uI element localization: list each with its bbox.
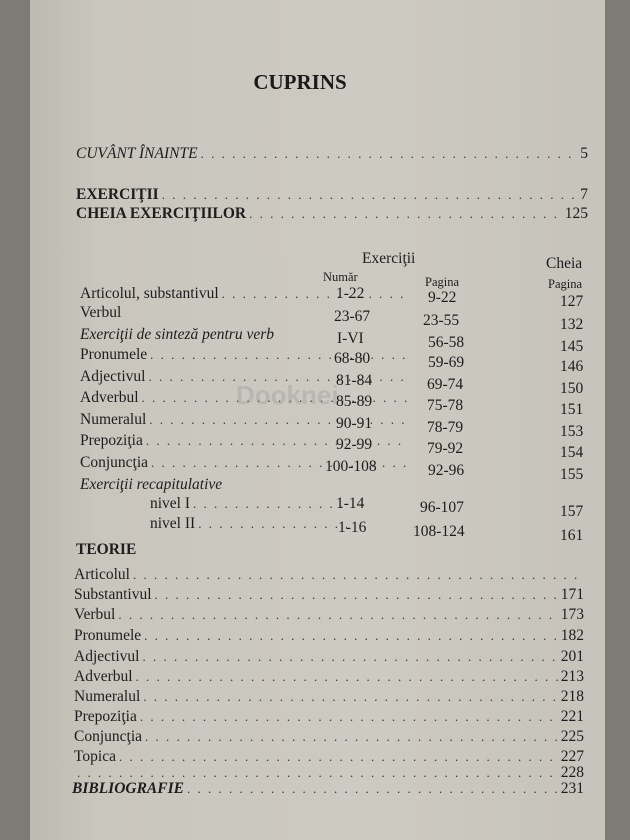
- toc-label: Conjuncţia: [74, 728, 143, 745]
- row-cheia: 146: [560, 358, 584, 375]
- toc-label: Numeralul: [74, 688, 141, 705]
- section-heading-teorie: TEORIE: [76, 541, 137, 558]
- table-row: [80, 476, 410, 494]
- row-pagina: 79-92: [427, 440, 464, 457]
- toc-page: 227: [560, 748, 584, 765]
- teorie-entry: [74, 586, 584, 604]
- teorie-entry: [74, 648, 584, 666]
- row-numar: I-VI: [337, 330, 364, 347]
- row-pagina: 23-55: [423, 312, 460, 329]
- toc-page: 171: [560, 586, 584, 603]
- toc-label: Verbul: [74, 606, 116, 623]
- toc-label: Adjectivul: [74, 648, 140, 665]
- row-label: Conjuncţia: [80, 454, 149, 471]
- table-row: [150, 495, 350, 513]
- toc-page: 201: [560, 648, 584, 665]
- header-cheia: Cheia: [546, 255, 583, 272]
- row-label: Adverbul: [80, 389, 139, 406]
- row-cheia: 151: [560, 401, 584, 418]
- row-cheia: 153: [560, 423, 584, 440]
- toc-label: CHEIA EXERCIŢIILOR: [76, 205, 247, 222]
- toc-label: Topica: [74, 748, 116, 765]
- row-label: nivel II: [150, 515, 196, 532]
- row-pagina: 75-78: [427, 397, 464, 414]
- row-label: nivel I: [150, 495, 191, 512]
- row-numar: 68-80: [334, 350, 371, 367]
- toc-label: BIBLIOGRAFIE: [72, 780, 184, 797]
- row-cheia: 154: [560, 444, 584, 461]
- header-exercitii: Exerciţii: [362, 250, 416, 267]
- header-pagina-cheia: Pagina: [548, 277, 583, 291]
- teorie-entry: [74, 688, 584, 706]
- toc-page: 218: [560, 688, 584, 705]
- row-label: Exerciţii recapitulative: [80, 476, 223, 493]
- row-pagina: 9-22: [428, 289, 457, 306]
- toc-label: Prepoziţia: [74, 708, 137, 725]
- row-cheia: 150: [560, 380, 584, 397]
- row-pagina: 56-58: [428, 334, 465, 351]
- row-pagina: 59-69: [428, 354, 465, 371]
- row-pagina: 96-107: [420, 499, 464, 516]
- row-pagina: 78-79: [427, 419, 464, 436]
- row-cheia: 155: [560, 466, 584, 483]
- toc-page: 173: [560, 606, 584, 623]
- header-pagina: Pagina: [425, 275, 460, 289]
- toc-page: 7: [580, 186, 588, 203]
- row-numar: 100-108: [325, 458, 377, 475]
- toc-label: CUVÂNT ÎNAINTE: [76, 145, 198, 162]
- row-pagina: 92-96: [428, 462, 465, 479]
- teorie-entry-bibliografie: [72, 780, 584, 798]
- row-cheia: 127: [560, 293, 584, 310]
- header-numar: Număr: [323, 270, 358, 284]
- toc-label: EXERCIŢII: [76, 186, 159, 203]
- toc-entry-cuvant: [76, 145, 588, 163]
- table-row: [150, 515, 350, 533]
- toc-label: Substantivul: [74, 586, 152, 603]
- teorie-entry: [74, 627, 584, 645]
- row-numar: 81-84: [336, 372, 373, 389]
- row-pagina: 108-124: [413, 523, 465, 540]
- toc-label: Pronumele: [74, 627, 142, 644]
- row-numar: 85-89: [336, 393, 373, 410]
- toc-page: 225: [560, 728, 584, 745]
- toc-page: 213: [560, 668, 584, 685]
- row-label: Numeralul: [80, 411, 147, 428]
- toc-page: 5: [580, 145, 588, 162]
- page-title: CUPRINS: [253, 70, 347, 94]
- row-label: Articolul, substantivul: [80, 285, 219, 302]
- row-label: Prepoziţia: [80, 432, 143, 449]
- teorie-entry: [74, 708, 584, 726]
- toc-page: 182: [560, 627, 584, 644]
- row-cheia: 161: [560, 527, 584, 544]
- toc-label: Adverbul: [74, 668, 133, 685]
- row-pagina: 69-74: [427, 376, 464, 393]
- row-label: Adjectivul: [80, 368, 146, 385]
- row-cheia: 132: [560, 316, 584, 333]
- row-numar: 92-99: [336, 436, 373, 453]
- row-cheia: 145: [560, 338, 584, 355]
- row-numar: 90-91: [336, 415, 373, 432]
- row-numar: 1-22: [336, 285, 365, 302]
- row-label: Pronumele: [80, 346, 148, 363]
- row-numar: 23-67: [334, 308, 371, 325]
- row-cheia: 157: [560, 503, 584, 520]
- toc-entry-cheia: [76, 205, 588, 223]
- toc-page: 228: [560, 764, 584, 781]
- row-numar: 1-16: [338, 519, 367, 536]
- toc-page: 231: [560, 780, 584, 797]
- toc-entry-exercitii: [76, 186, 588, 204]
- toc-page: 125: [564, 205, 588, 222]
- teorie-entry: [74, 606, 584, 624]
- row-numar: 1-14: [336, 495, 365, 512]
- teorie-entry: [74, 728, 584, 746]
- row-label: Verbul: [80, 304, 122, 321]
- teorie-entry: [74, 668, 584, 686]
- toc-page: 221: [560, 708, 584, 725]
- teorie-entry: [74, 566, 584, 584]
- row-label: Exerciţii de sinteză pentru verb: [80, 326, 274, 343]
- watermark-logo: Dooknei: [236, 380, 339, 410]
- toc-label: Articolul: [74, 566, 130, 583]
